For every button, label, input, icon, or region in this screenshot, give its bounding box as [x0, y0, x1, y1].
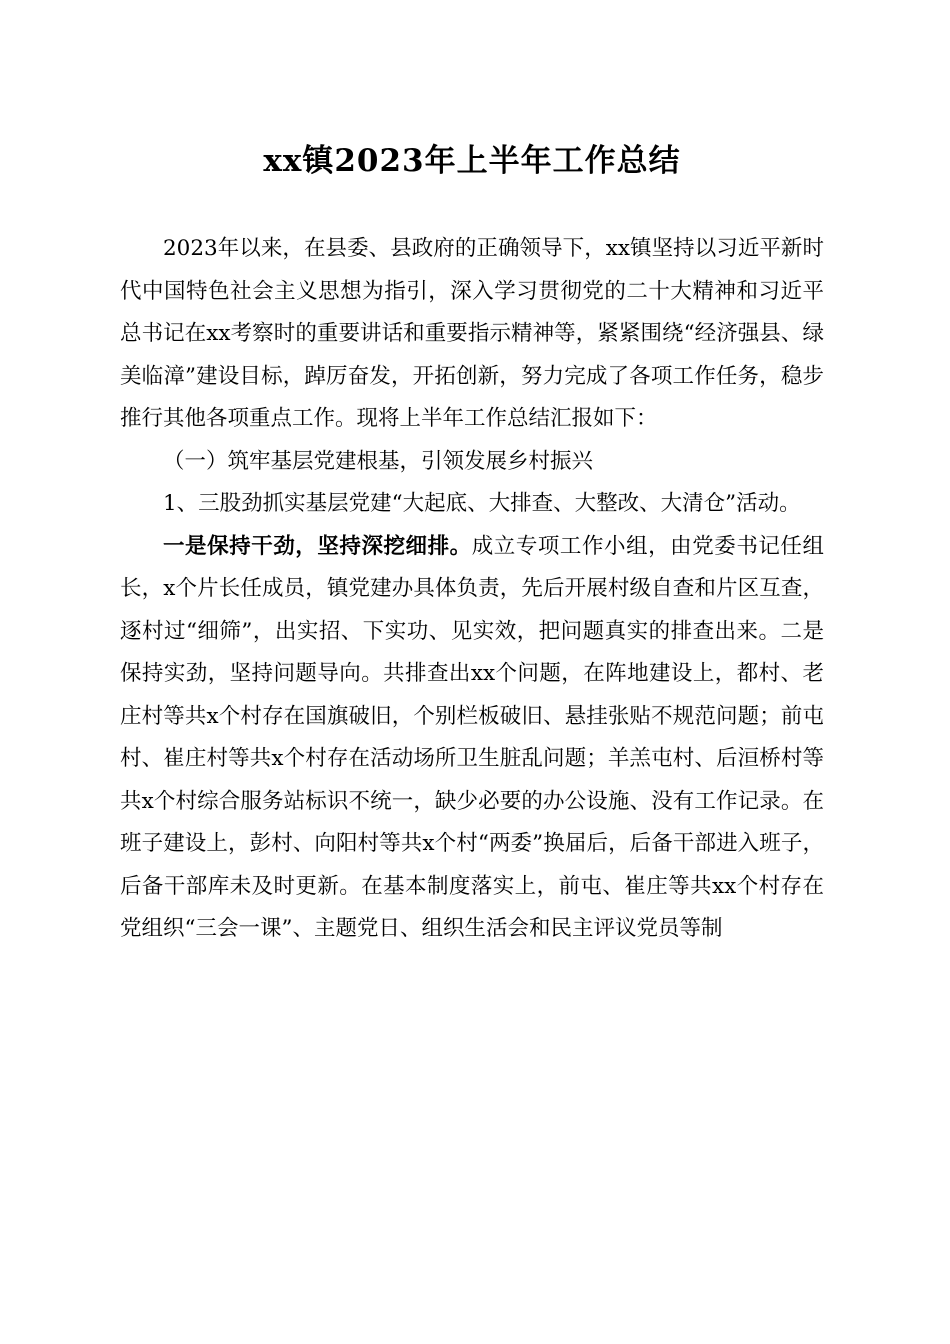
paragraph-text: 成立专项工作小组，由党委书记任组长，x个片长任成员，镇党建办具体负责，先后开展村级自查和片区互查，逐村过“细筛”，出实招、下实功、见实效，把问题真实的排查出来。二是保持实劲，坚持问题导向。共排查出xx个问题，在阵地建设上，都村、老庄村等共x个村存在国旗破旧，个别栏板破旧、悬挂张贴不规范问题；前屯村、崔庄村等共x个村存在活动场所卫生脏乱问题；羊羔屯村、后洹桥村等共x个村综合服务站标识不统一，缺少必要的办公设施、没有工作记录。在班子建设上，彭村、向阳村等共x个村“两委”换届后，后备干部进入班子，后备干部库未及时更新。在基本制度落实上，前屯、崔庄等共xx个村存在党组织“三会一课”、主题党日、组织生活会和民主评议党员等制 — [120, 533, 824, 941]
document-page — [120, 0, 824, 1344]
section-heading: （一）筑牢基层党建根基，引领发展乡村振兴 — [163, 448, 594, 474]
document-title: xx镇2023年上半年工作总结 — [263, 143, 681, 179]
paragraph-lead: 一是保持干劲，坚持深挖细排。 — [163, 533, 472, 559]
item-paragraph: 1、三股劲抓实基层党建“大起底、大排查、大整改、大清仓”活动。 — [163, 491, 801, 516]
intro-paragraph: 2023年以来，在县委、县政府的正确领导下，xx镇坚持以习近平新时代中国特色社会主义思想为指引，深入学习贯彻党的二十大精神和习近平总书记在xx考察时的重要讲话和重要指示精神等，紧紧围绕“经济强县、绿美临漳”建设目标，踔厉奋发，开拓创新，努力完成了各项工作任务，稳步推行其他各项重点工作。现将上半年工作总结汇报如下： — [120, 236, 824, 431]
document-body — [120, 228, 824, 951]
detail-paragraph — [120, 526, 824, 951]
